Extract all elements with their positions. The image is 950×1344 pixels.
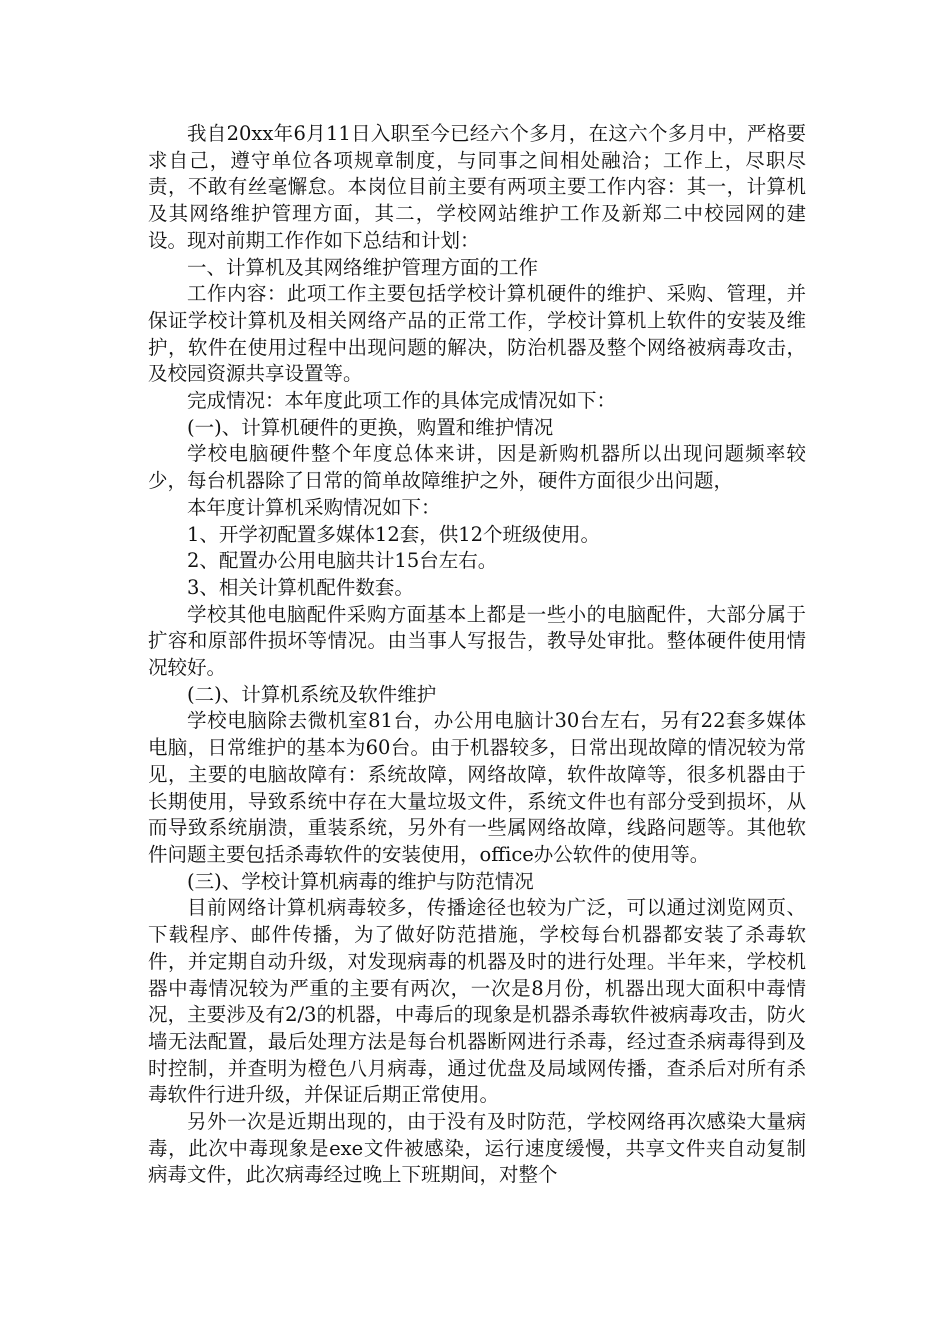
paragraph-work-content: 工作内容：此项工作主要包括学校计算机硬件的维护、采购、管理，并保证学校计算机及相关网络产品的正常工作，学校计算机上软件的安装及维护，软件在使用过程中出现问题的解决，防治机器及整个网络被病毒攻击，及校园资源共享设置等。 bbox=[148, 282, 806, 386]
subsection-heading-1: (一)、计算机硬件的更换，购置和维护情况 bbox=[187, 415, 554, 439]
document-body bbox=[148, 121, 806, 1189]
paragraph-completion: 完成情况：本年度此项工作的具体完成情况如下： bbox=[187, 389, 617, 413]
paragraph-virus: 目前网络计算机病毒较多，传播途径也较为广泛，可以通过浏览网页、下载程序、邮件传播，为了做好防范措施，学校每台机器都安装了杀毒软件，并定期自动升级，对发现病毒的机器及时的进行处理。半年来，学校机器中毒情况较为严重的主要有两次，一次是8月份，机器出现大面积中毒情况，主要涉及有2/3的机器，中毒后的现象是机器杀毒软件被病毒攻击，防火墙无法配置，最后处理方法是每台机器断网进行杀毒，经过查杀病毒得到及时控制，并查明为橙色八月病毒，通过优盘及局域网传播，查杀后对所有杀毒软件行进升级，并保证后期正常使用。 bbox=[148, 896, 806, 1107]
paragraph-hardware: 学校电脑硬件整个年度总体来讲，因是新购机器所以出现问题频率较少，每台机器除了日常的简单故障维护之外，硬件方面很少出问题， bbox=[148, 442, 806, 493]
section-heading-1: 一、计算机及其网络维护管理方面的工作 bbox=[187, 255, 539, 279]
subsection-heading-2: (二)、计算机系统及软件维护 bbox=[187, 682, 437, 706]
paragraph-accessories: 学校其他电脑配件采购方面基本上都是一些小的电脑配件，大部分属于扩容和原部件损坏等情况。由当事人写报告，教导处审批。整体硬件使用情况较好。 bbox=[148, 602, 806, 680]
paragraph-intro: 我自20xx年6月11日入职至今已经六个多月，在这六个多月中，严格要求自己，遵守单位各项规章制度，与同事之间相处融洽；工作上，尽职尽责，不敢有丝毫懈怠。本岗位目前主要有两项主要工作内容：其一，计算机及其网络维护管理方面，其二，学校网站维护工作及新郑二中校园网的建设。现对前期工作作如下总结和计划： bbox=[148, 122, 806, 252]
list-item-3: 3、相关计算机配件数套。 bbox=[187, 575, 414, 599]
paragraph-virus-second: 另外一次是近期出现的，由于没有及时防范，学校网络再次感染大量病毒，此次中毒现象是exe文件被感染，运行速度缓慢，共享文件夹自动复制病毒文件，此次病毒经过晚上下班期间，对整个 bbox=[148, 1110, 806, 1187]
subsection-heading-3: (三)、学校计算机病毒的维护与防范情况 bbox=[187, 869, 534, 893]
paragraph-purchase-intro: 本年度计算机采购情况如下： bbox=[187, 495, 441, 519]
list-item-2: 2、配置办公用电脑共计15台左右。 bbox=[187, 549, 498, 573]
paragraph-software: 学校电脑除去微机室81台，办公用电脑计30台左右，另有22套多媒体电脑，日常维护的基本为60台。由于机器较多，日常出现故障的情况较为常见，主要的电脑故障有：系统故障，网络故障，软件故障等，很多机器由于长期使用，导致系统中存在大量垃圾文件，系统文件也有部分受到损坏，从而导致系统崩溃，重装系统，另外有一些属网络故障，线路问题等。其他软件问题主要包括杀毒软件的安装使用，office办公软件的使用等。 bbox=[148, 709, 806, 866]
list-item-1: 1、开学初配置多媒体12套，供12个班级使用。 bbox=[187, 522, 601, 546]
